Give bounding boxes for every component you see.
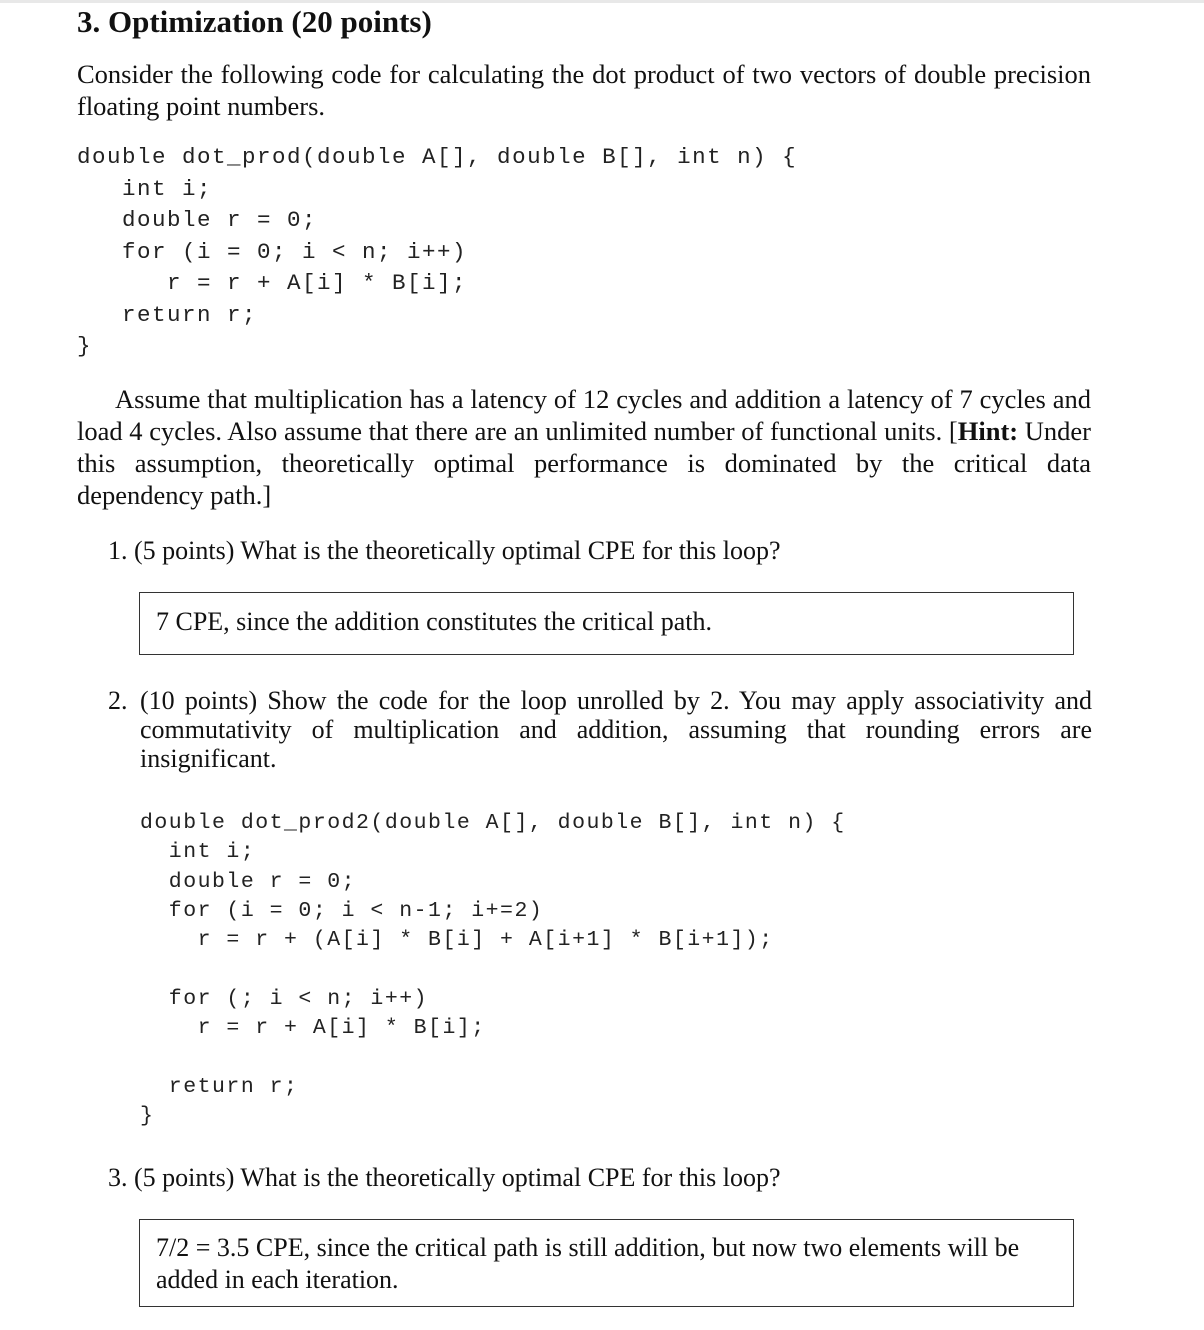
question-3: [108, 1163, 781, 1192]
answer-box-1: [139, 592, 1074, 655]
question-2: [108, 686, 1092, 773]
code-block-dot-prod2: double dot_prod2(double A[], double B[], int n) { int i; double r = 0; for (i = 0; i < n-1; i+=2) r = r + (A[i] * B[i] + A[i+1] * B[i+1]); for (; i < n; i++) r = r + A[i] * B[i]; return r; }: [140, 811, 846, 1128]
hint-label: Hint:: [957, 416, 1019, 446]
answer-1-text: 7 CPE, since the addition constitutes the critical path.: [156, 607, 712, 636]
question-2-number: 2.: [108, 686, 128, 715]
top-border: [0, 0, 1204, 3]
assumption-paragraph: [77, 383, 1091, 511]
intro-paragraph: Consider the following code for calculating the dot product of two vectors of double precision floating point numbers.: [77, 59, 1091, 121]
question-1-number: 1.: [108, 536, 128, 565]
question-3-text: (5 points) What is the theoretically optimal CPE for this loop?: [134, 1163, 781, 1192]
section-heading: 3. Optimization (20 points): [77, 4, 432, 39]
question-1-text: (5 points) What is the theoretically optimal CPE for this loop?: [134, 536, 781, 565]
answer-3-text: 7/2 = 3.5 CPE, since the critical path is still addition, but now two elements will be added in each iteration.: [156, 1233, 1020, 1294]
question-1: [108, 536, 781, 565]
answer-box-3: [139, 1219, 1074, 1307]
assumption-text: Assume that multiplication has a latency of 12 cycles and addition a latency of 7 cycles and load 4 cycles. Also assume that there are an unlimited number of functional units. [: [77, 384, 1091, 446]
code-block-dot-prod: double dot_prod(double A[], double B[], int n) { int i; double r = 0; for (i = 0; i < n; i++) r = r + A[i] * B[i]; return r; }: [77, 144, 798, 359]
question-3-number: 3.: [108, 1163, 128, 1192]
hint-text: Under this assumption, theoretically optimal performance is dominated by the critical data dependency path.]: [77, 416, 1091, 510]
question-2-text: (10 points) Show the code for the loop unrolled by 2. You may apply associativity and commutativity of multiplication and addition, assuming that rounding errors are insignificant.: [140, 686, 1092, 773]
